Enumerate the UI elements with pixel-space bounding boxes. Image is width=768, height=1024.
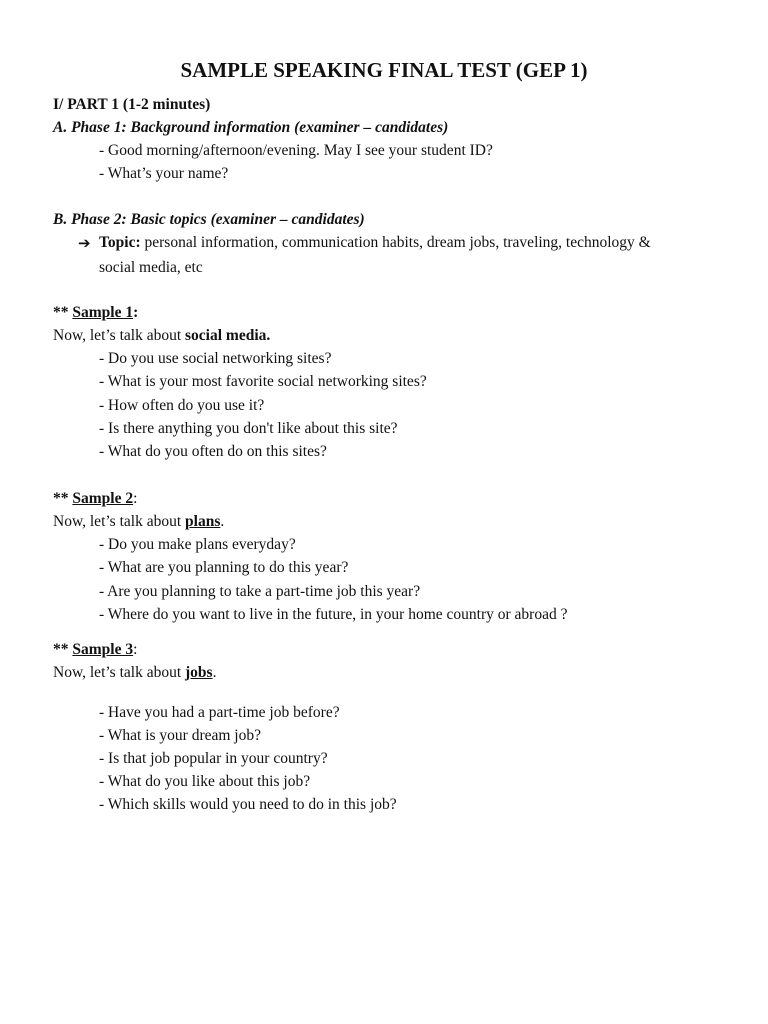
intro-topic: jobs — [185, 664, 213, 681]
topic-text: personal information, communication habits, dream jobs, traveling, technology & — [140, 234, 651, 251]
sample-heading — [53, 640, 137, 660]
arrow-right-icon: ➔ — [78, 234, 91, 252]
question-item: - What do you often do on this sites? — [99, 443, 327, 460]
sample-label: Sample 1 — [72, 304, 134, 321]
question-item: - Where do you want to live in the future, in your home country or abroad ? — [99, 606, 568, 623]
sample-suffix: : — [133, 304, 139, 321]
question-item: - Is there anything you don't like about this site? — [99, 420, 398, 437]
sample-suffix: : — [133, 641, 138, 658]
sample-intro — [53, 512, 224, 532]
question-item: - What are you planning to do this year? — [99, 559, 349, 576]
question-item: - Do you make plans everyday? — [99, 536, 296, 553]
question-item: - Have you had a part-time job before? — [99, 704, 340, 721]
sample-stars: ** — [53, 490, 73, 507]
phase2-heading: B. Phase 2: Basic topics (examiner – candidates) — [53, 211, 365, 228]
intro-prefix: Now, let’s talk about — [53, 664, 186, 681]
intro-prefix: Now, let’s talk about — [53, 327, 186, 344]
sample-label: Sample 3 — [72, 641, 134, 658]
phase1-item: - What’s your name? — [99, 165, 229, 182]
question-item: - Do you use social networking sites? — [99, 350, 332, 367]
phase1-heading: A. Phase 1: Background information (examiner – candidates) — [53, 119, 449, 136]
sample-heading — [53, 303, 138, 323]
question-item: - What do you like about this job? — [99, 773, 311, 790]
question-item: - Is that job popular in your country? — [99, 750, 328, 767]
sample-intro — [53, 326, 270, 346]
topic-continuation: social media, etc — [99, 259, 203, 276]
topic-label: Topic: — [99, 234, 141, 251]
intro-prefix: Now, let’s talk about — [53, 513, 186, 530]
sample-label: Sample 2 — [72, 490, 134, 507]
intro-topic: social media. — [185, 327, 271, 344]
sample-stars: ** — [53, 304, 73, 321]
sample-suffix: : — [133, 490, 138, 507]
intro-suffix: . — [212, 664, 217, 681]
part1-heading: I/ PART 1 (1-2 minutes) — [53, 96, 211, 113]
sample-intro — [53, 663, 216, 683]
question-item: - How often do you use it? — [99, 397, 265, 414]
intro-topic: plans — [185, 513, 221, 530]
intro-suffix: . — [220, 513, 225, 530]
sample-heading — [53, 489, 137, 509]
question-item: - Which skills would you need to do in this job? — [99, 796, 397, 813]
question-item: - What is your dream job? — [99, 727, 261, 744]
question-item: - What is your most favorite social networking sites? — [99, 373, 427, 390]
topic-line — [99, 233, 651, 253]
sample-stars: ** — [53, 641, 73, 658]
question-item: - Are you planning to take a part-time job this year? — [99, 583, 421, 600]
phase1-item: - Good morning/afternoon/evening. May I see your student ID? — [99, 142, 493, 159]
page-title: SAMPLE SPEAKING FINAL TEST (GEP 1) — [180, 58, 588, 82]
